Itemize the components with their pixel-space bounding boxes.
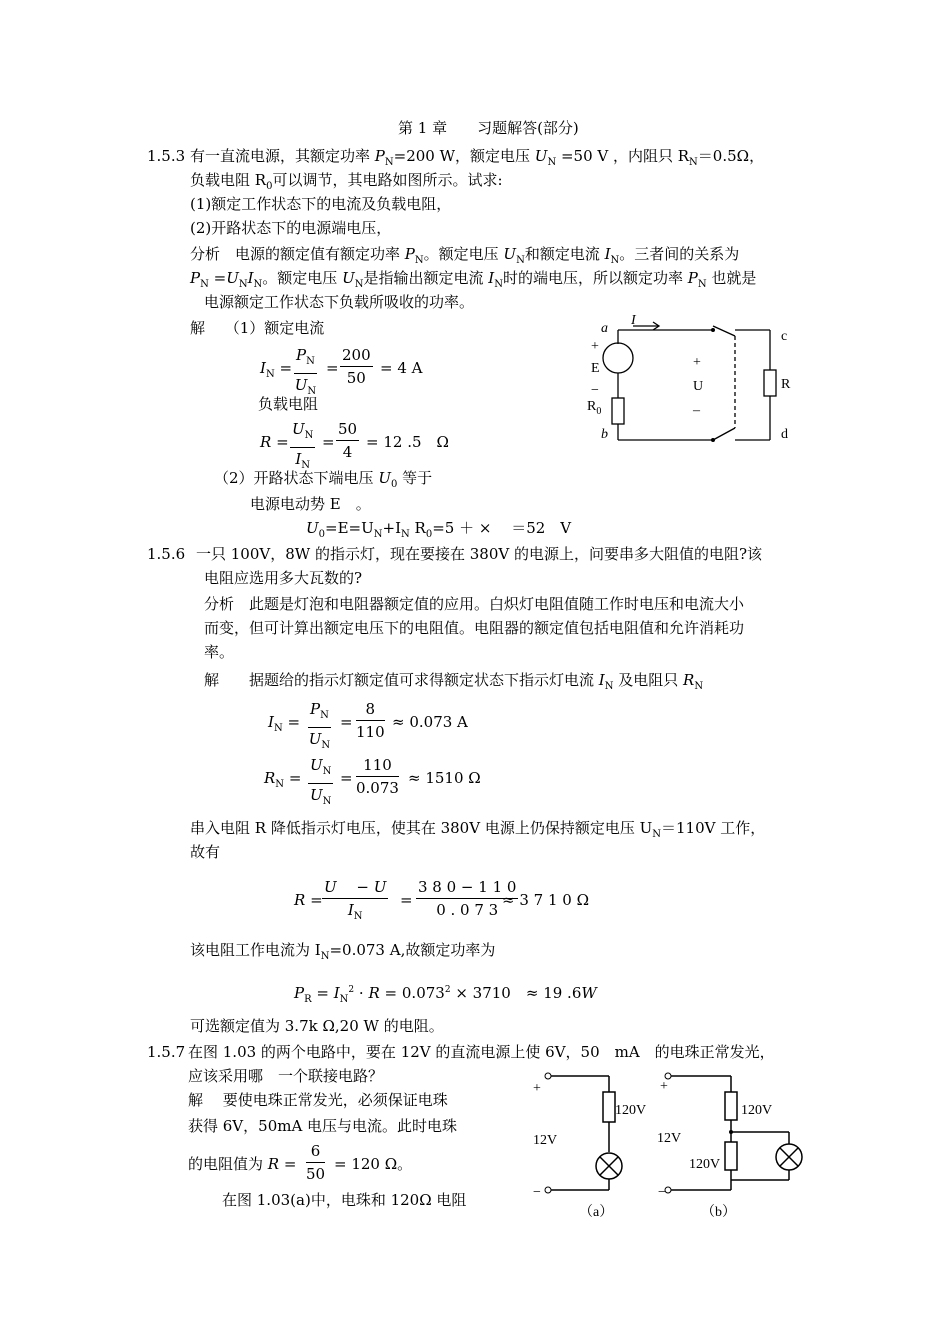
fraction: $\frac{U_N}{I_N}$ [292, 420, 314, 471]
plus-sign: + [660, 1079, 668, 1094]
minus-sign: − [533, 1185, 541, 1200]
solution-text: 电源电动势 E 。 [250, 495, 371, 513]
plus-sign: + [591, 339, 599, 354]
analysis-text: $P_N =U_NI_N$。额定电压 $U_N$是指输出额定电流 $I_N$时的端电压，所以额定功率 $P_N$ 也就是 [190, 269, 757, 290]
caption-a: （a） [579, 1205, 614, 1220]
equation-result: ≈ 1510 Ω [408, 769, 481, 787]
solution-text: （2）开路状态下端电压 $U_0$ 等于 [214, 469, 433, 490]
analysis-text: 分析 此题是灯泡和电阻器额定值的应用。白炽灯电阻值随工作时电压和电流大小 [204, 595, 745, 613]
equation-lhs: $R_N$ = [264, 769, 302, 790]
node-label-a: a [601, 321, 608, 336]
caption-b: （b） [701, 1205, 736, 1220]
source-label: E [591, 361, 600, 376]
fraction: $\frac{200}{50}$ [342, 346, 371, 387]
problem-stem-line: 电阻应选用多大瓦数的? [204, 569, 363, 587]
equation-line: $P_R = I_N^2 \cdot R = 0.073^2 \times 3710$ ≈ 19 .6W [294, 984, 597, 1005]
fraction: $\frac{3 8 0 - 1 1 0}{0 . 0 7 3}$ [418, 878, 517, 919]
current-label: I [631, 313, 636, 328]
equation-result: ≈ 0.073 A [392, 713, 468, 731]
analysis-text: 而变，但可计算出额定电压下的电阻值。电阻器的额定值包括电阻值和允许消耗功 [204, 619, 745, 637]
solution-text: 在图 1.03(a)中，电珠和 120Ω 电阻 [222, 1191, 467, 1209]
equals-sign: = [326, 359, 339, 377]
solution-text: 解 要使电珠正常发光，必须保证电珠 [188, 1091, 448, 1109]
page-title: 第 1 章 习题解答(部分) [398, 119, 579, 137]
circuit-diagram-1 [585, 313, 815, 448]
equation-line: $U_0=E=U_N+I_N$ $R_0=5$ ＋ × ＝52 V [306, 519, 572, 540]
fraction: $\frac{P_N}{U_N}$ [294, 346, 317, 397]
minus-sign: – [693, 403, 700, 418]
equation-lhs: $I_N$ = [260, 359, 293, 380]
equals-sign: = [322, 433, 335, 451]
problem-number: 1.5.6 [147, 545, 186, 563]
resistor-label: 120V [741, 1103, 773, 1118]
solution-text: 故有 [190, 843, 221, 861]
minus-sign: − [658, 1185, 666, 1200]
problem-stem-line: 在图 1.03 的两个电路中，要在 12V 的直流电源上使 6V，50 mA 的电珠正常发光， [188, 1043, 775, 1061]
internal-resistor-label: $R_0$ [587, 399, 602, 417]
resistor-label: 120V [615, 1103, 647, 1118]
fraction: $\frac{110}{0.073}$ [356, 756, 399, 797]
question-item: (1)额定工作状态下的电流及负载电阻， [190, 195, 452, 213]
node-label-b: b [601, 427, 608, 442]
source-voltage-label: 12V [657, 1131, 682, 1146]
fraction: $\frac{6}{50}$ [306, 1142, 326, 1183]
label: 负载电阻 [258, 395, 319, 413]
plus-sign: + [693, 355, 701, 370]
equation-result: = 120 Ω。 [334, 1155, 413, 1173]
node-label-c: c [781, 329, 788, 344]
fraction: $\frac{U - U}{I_N}$ [324, 878, 387, 922]
problem-stem-line: 有一直流电源，其额定功率 $P_N=200$ W，额定电压 $U_N =50$ V ，内阻只 $R_N=0.5\Omega$， [190, 147, 765, 168]
node-label-d: d [781, 427, 788, 442]
analysis-text: 率。 [204, 643, 235, 661]
equation-lhs: $I_N$ = [268, 713, 301, 734]
fraction: $\frac{50}{4}$ [338, 420, 358, 461]
problem-stem-line: 应该采用哪 一个联接电路？ [188, 1067, 384, 1085]
fraction: $\frac{8}{110}$ [356, 700, 385, 741]
problem-number: 1.5.3 [147, 147, 186, 165]
equals-sign: = [340, 713, 353, 731]
problem-stem-line: 负载电阻 $R_0$可以调节，其电路如图所示。试求: [190, 171, 503, 192]
load-resistor-label: R [781, 377, 791, 392]
fraction: $\frac{P_N}{U_N}$ [308, 700, 331, 751]
solution-text: 可选额定值为 3.7k Ω,20 W 的电阻。 [190, 1017, 444, 1035]
equals-sign: = [340, 769, 353, 787]
solution-text: 的电阻值为 R = [188, 1155, 297, 1173]
plus-sign: + [533, 1081, 541, 1096]
analysis-text: 电源额定工作状态下负载所吸收的功率。 [204, 293, 475, 311]
resistor-label: 120V [689, 1157, 721, 1172]
solution-heading: 解 （1）额定电流 [190, 319, 325, 337]
equation-lhs: R = [294, 891, 323, 909]
voltage-label: U [693, 379, 704, 394]
question-item: (2)开路状态下的电源端电压， [190, 219, 392, 237]
fraction: $\frac{U_N}{U_N}$ [310, 756, 332, 807]
circuit-diagram-2 [525, 1068, 825, 1218]
equation-result: ≈ 3 7 1 0 Ω [502, 891, 590, 909]
equals-sign: = [400, 891, 413, 909]
equation-result: = 4 A [380, 359, 423, 377]
minus-sign: − [591, 383, 599, 398]
problem-number: 1.5.7 [147, 1043, 186, 1061]
analysis-text: 分析 电源的额定值有额定功率 $P_N$。额定电压 $U_N$和额定电流 $I_N$。三者间的关系为 [190, 245, 740, 266]
source-voltage-label: 12V [533, 1133, 558, 1148]
solution-text: 该电阻工作电流为 $I_N=0.073$ A,故额定功率为 [190, 941, 496, 962]
solution-text: 解 据题给的指示灯额定值可求得额定状态下指示灯电流 $I_N$ 及电阻只 $R_N$ [204, 671, 704, 692]
problem-stem-line: 一只 100V，8W 的指示灯，现在要接在 380V 的电源上，问要串多大阻值的电阻?该 [196, 545, 763, 563]
solution-text: 获得 6V，50mA 电压与电流。此时电珠 [188, 1117, 458, 1135]
solution-text: 串入电阻 R 降低指示灯电压，使其在 380V 电源上仍保持额定电压 $U_N=110V$ 工作， [190, 819, 766, 840]
equation-lhs: R = [260, 433, 289, 451]
equation-result: = 12 .5 Ω [366, 433, 449, 451]
